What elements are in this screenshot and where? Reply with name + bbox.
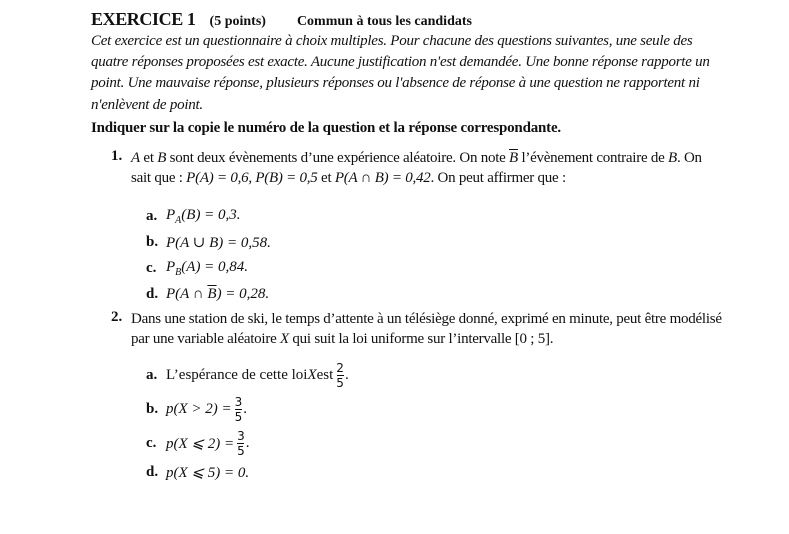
answer-b — [146, 392, 723, 426]
text-fragment: . On peut affirmer que : — [430, 170, 566, 186]
answer-expr: p(X > 2) = — [166, 400, 232, 417]
answer-d — [146, 281, 723, 307]
answer-expr — [166, 286, 269, 303]
answer-expr — [166, 207, 241, 226]
answer-a — [146, 203, 723, 229]
answer-d — [146, 460, 723, 484]
math-var-complement: $\overline{B}$ — [509, 150, 518, 166]
text-fragment: et — [139, 150, 158, 166]
math-var: B — [157, 150, 167, 166]
fraction — [237, 430, 245, 457]
answer-text: est — [316, 366, 334, 383]
exercise-audience: Commun à tous les candidats — [296, 14, 472, 29]
text-fragment: . On sait que : — [131, 150, 702, 186]
answer-label: c. — [146, 259, 157, 276]
answer-c — [146, 255, 723, 281]
fraction-numerator: 2 — [336, 360, 344, 375]
fraction-denominator: 5 — [234, 409, 243, 424]
exercise-header — [91, 9, 731, 31]
expr-part: ) = 0,28. — [216, 285, 270, 302]
text-fragment: Dans une station de ski, le temps d’attente à un télésiège donné, exprimé en minute, peut être modélisé par une variable aléatoire — [131, 311, 722, 347]
math-expr: P(A ∩ B) = 0,42 — [334, 170, 431, 186]
exercise-title: EXERCICE 1 — [91, 9, 196, 29]
question-text — [131, 148, 723, 188]
text-fragment: et — [317, 170, 335, 186]
math-var: B — [668, 150, 677, 166]
math-var: X — [307, 366, 317, 383]
math-var: A — [131, 150, 140, 166]
question-2 — [113, 309, 723, 484]
fraction — [235, 396, 243, 423]
expr-part: (A) = 0,84. — [181, 258, 249, 275]
question-number: 2. — [111, 309, 123, 325]
expr-part: (B) = 0,3. — [181, 206, 241, 223]
expr-subscript: B — [175, 266, 182, 278]
text-fragment: l’évènement contraire de — [517, 150, 669, 166]
answer-list — [146, 358, 723, 484]
exercise-intro: Cet exercice est un questionnaire à choix multiples. Pour chacune des questions suivantes, une seule des quatre réponses proposées est exacte. Aucune justification n'est demandée. Une bonne réponse rapporte un point. Une mauvaise réponse, plusieurs réponses ou l'absence de réponse à une question ne rapportent ni n'enlèvent de point. — [91, 33, 710, 113]
answer-label: a. — [146, 207, 158, 224]
expr-part: P(A ∩ — [166, 285, 208, 302]
answer-c — [146, 426, 723, 460]
answer-list — [146, 203, 723, 307]
fraction-denominator: 5 — [237, 443, 245, 458]
question-number: 1. — [111, 148, 123, 164]
expr-part: P — [166, 258, 176, 275]
text-fragment: qui suit la loi uniforme sur l’intervalle [0 ; 5]. — [288, 331, 554, 347]
expr-subscript: A — [175, 214, 182, 226]
answer-expr: p(X ⩽ 5) = 0. — [166, 464, 250, 481]
fraction-numerator: 3 — [237, 428, 245, 443]
exercise-points: (5 points) — [209, 14, 266, 29]
answer-label: b. — [146, 233, 159, 250]
expr-complement: $\overline{B}$ — [207, 285, 217, 302]
fraction-denominator: 5 — [336, 375, 344, 390]
expr-part: P — [166, 206, 176, 223]
answer-b — [146, 229, 723, 255]
answer-a — [146, 358, 723, 392]
answer-expr: p(X ⩽ 2) = — [166, 435, 235, 452]
answer-expr: P(A ∪ B) = 0,58. — [166, 234, 271, 251]
answer-label: a. — [146, 366, 158, 383]
answer-label: b. — [146, 400, 159, 417]
fraction — [336, 362, 344, 389]
answer-label: d. — [146, 463, 159, 480]
answer-text: . — [344, 366, 349, 383]
math-var: X — [280, 331, 289, 347]
exercise-page — [91, 9, 731, 137]
question-text — [131, 309, 723, 349]
answer-label: c. — [146, 434, 157, 451]
answer-text: L’espérance de cette loi — [166, 366, 308, 383]
math-expr: P(A) = 0,6, P(B) = 0,5 — [186, 170, 318, 186]
answer-text: . — [245, 434, 250, 451]
answer-expr — [166, 259, 248, 278]
question-1 — [113, 148, 723, 307]
answer-label: d. — [146, 285, 159, 302]
text-fragment: sont deux évènements d’une expérience aléatoire. On note — [166, 150, 510, 166]
answer-text: . — [243, 400, 248, 417]
fraction-numerator: 3 — [234, 394, 243, 409]
exercise-instruction: Indiquer sur la copie le numéro de la question et la réponse correspondante. — [91, 119, 561, 136]
